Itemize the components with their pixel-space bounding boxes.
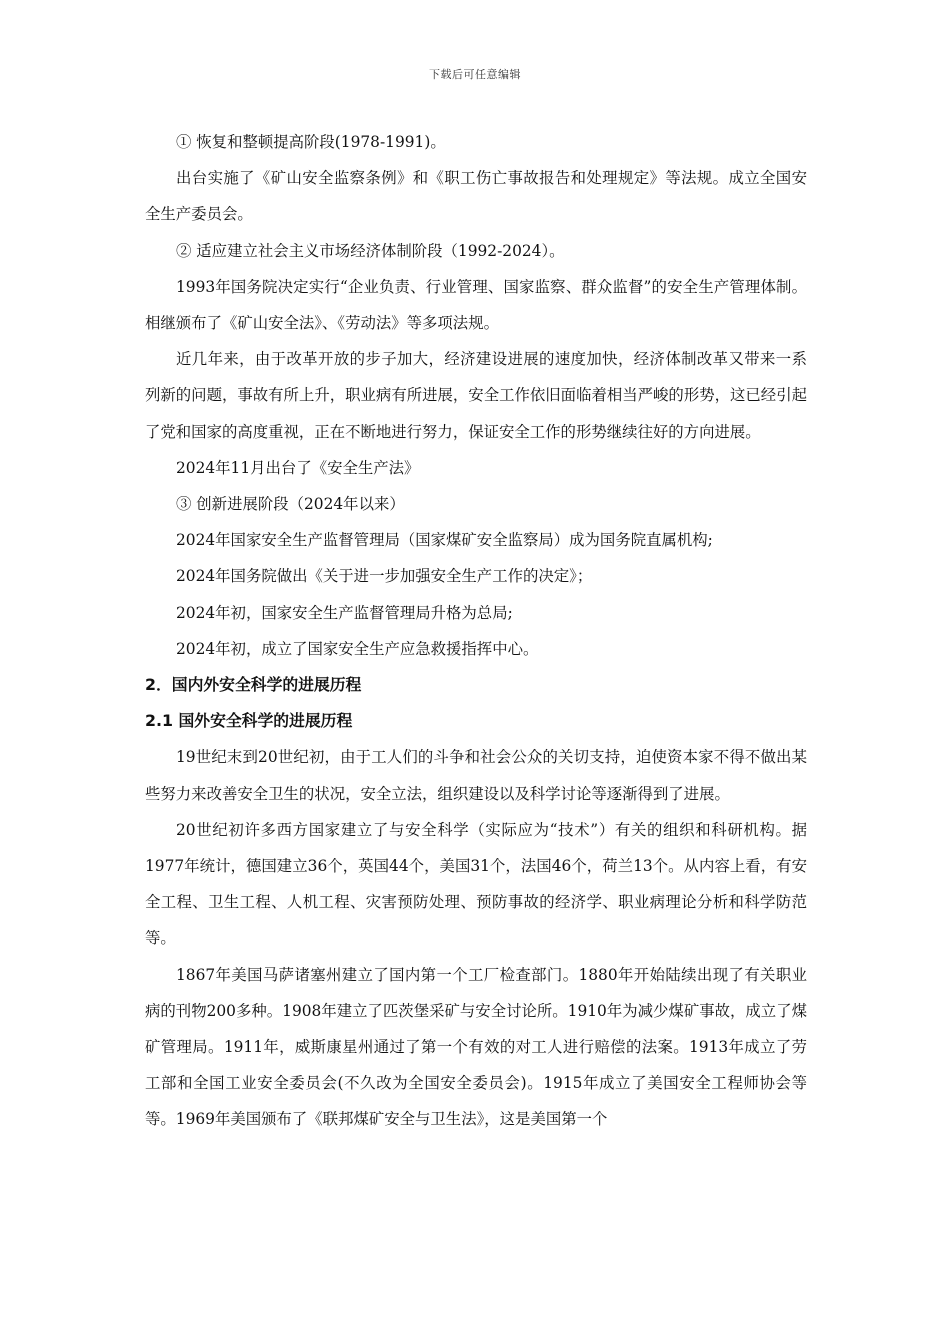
paragraph-us-history: 1867年美国马萨诸塞州建立了国内第一个工厂检查部门。1880年开始陆续出现了有关职业病的刊物200多种。1908年建立了匹茨堡采矿与安全讨论所。1910年为减少煤矿事故，成立了煤矿管理局。1911年，威斯康星州通过了第一个有效的对工人进行赔偿的法案。1913年成立了劳工部和全国工业安全委员会(不久改为全国安全委员会)。1915年成立了美国安全工程师协会等等。1969年美国颁布了《联邦煤矿安全与卫生法》，这是美国第一个 xyxy=(145,965,807,1129)
paragraph-20th-century-organizations: 20世纪初许多西方国家建立了与安全科学（实际应为“技术”）有关的组织和科研机构。据1977年统计，德国建立36个，英国44个，美国31个，法国46个，荷兰13个。从内容上看，有安全工程、卫生工程、人机工程、灾害预防处理、预防事故的经济学、职业病理论分析和科学防范等。 xyxy=(145,820,807,948)
page-header-note: 下载后可任意编辑 xyxy=(429,68,521,81)
paragraph-bureau-direct: 2024年国家安全生产监督管理局（国家煤矿安全监察局）成为国务院直属机构; xyxy=(176,531,713,550)
paragraph-safety-law: 2024年11月出台了《安全生产法》 xyxy=(176,458,420,477)
section-heading-2: 2．国内外安全科学的进展历程 xyxy=(145,675,362,695)
paragraph-recent-years: 近几年来，由于改革开放的步子加大，经济建设进展的速度加快，经济体制改革又带来一系列新的问题，事故有所上升，职业病有所进展，安全工作依旧面临着相当严峻的形势，这已经引起了党和国家的高度重视，正在不断地进行努力，保证安全工作的形势继续往好的方向进展。 xyxy=(145,350,807,441)
paragraph-rescue-center: 2024年初，成立了国家安全生产应急救援指挥中心。 xyxy=(176,639,539,658)
paragraph-stage-1-detail: 出台实施了《矿山安全监察条例》和《职工伤亡事故报告和处理规定》等法规。成立全国安全生产委员会。 xyxy=(145,169,807,224)
paragraph-state-council-decision: 2024年国务院做出《关于进一步加强安全生产工作的决定》； xyxy=(176,567,593,586)
paragraph-stage-1: ① 恢复和整顿提高阶段(1978-1991)。 xyxy=(176,133,446,151)
paragraph-1993-policy: 1993年国务院决定实行“企业负责、行业管理、国家监察、群众监督”的安全生产管理体制。相继颁布了《矿山安全法》、《劳动法》等多项法规。 xyxy=(145,277,807,333)
paragraph-19th-century: 19世纪末到20世纪初，由于工人们的斗争和社会公众的关切支持，迫使资本家不得不做出某些努力来改善安全卫生的状况，安全立法，组织建设以及科学讨论等逐渐得到了进展。 xyxy=(145,748,807,803)
document-body xyxy=(145,124,807,1138)
paragraph-stage-2: ② 适应建立社会主义市场经济体制阶段（1992-2024）。 xyxy=(176,241,565,260)
subsection-heading-2-1: 2.1 国外安全科学的进展历程 xyxy=(145,711,353,731)
paragraph-stage-3: ③ 创新进展阶段（2024年以来） xyxy=(176,495,405,514)
paragraph-bureau-upgrade: 2024年初，国家安全生产监督管理局升格为总局; xyxy=(176,603,513,622)
